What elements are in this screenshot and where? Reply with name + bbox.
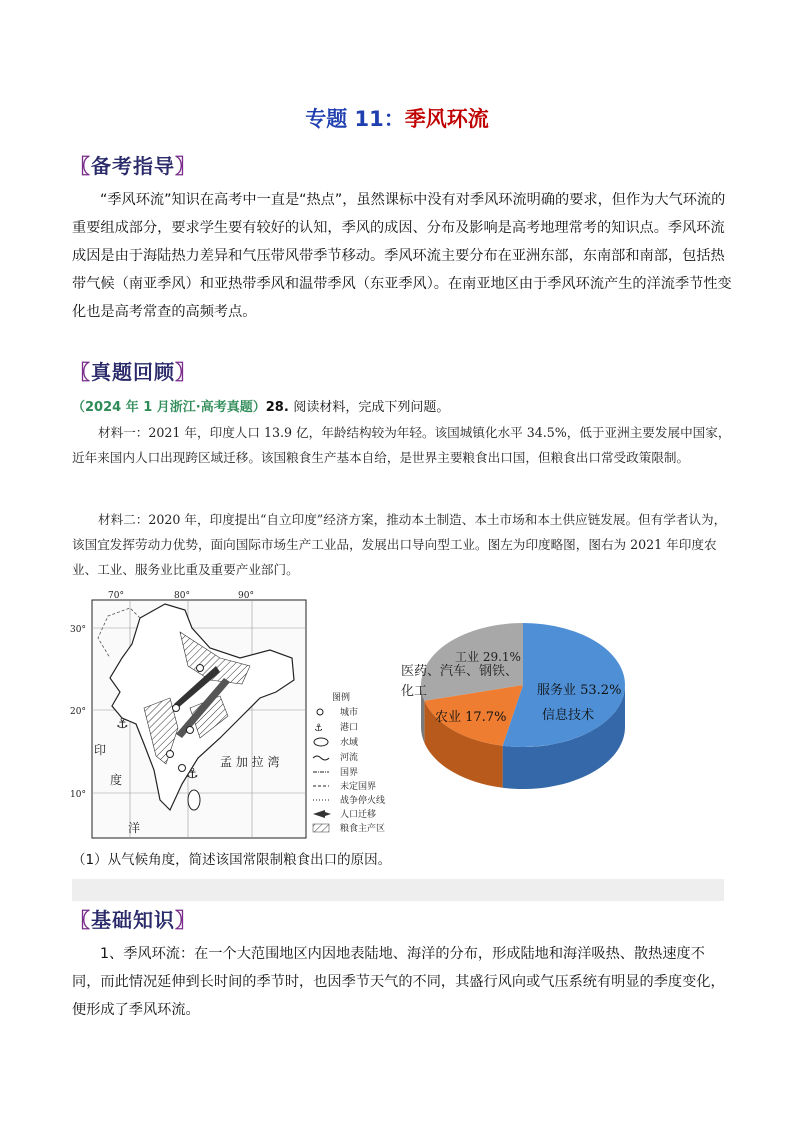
svg-text:河流: 河流 (340, 753, 359, 763)
svg-text:70°: 70° (108, 591, 124, 601)
svg-text:孟 加 拉 湾: 孟 加 拉 湾 (220, 755, 280, 769)
svg-text:粮食主产区: 粮食主产区 (340, 824, 386, 834)
city-marker (179, 765, 186, 772)
city-marker (167, 751, 174, 758)
svg-text:⚓: ⚓ (314, 723, 323, 734)
label-industry-sub1: 医药、汽车、钢铁、 (401, 664, 519, 679)
svg-text:30°: 30° (70, 625, 86, 635)
question-source: （2024 年 1 月浙江·高考真题）28. 阅读材料，完成下列问题。 (72, 400, 450, 415)
guide-paragraph: “季风环流”知识在高考中一直是“热点”，虽然课标中没有对季风环流明确的要求，但作为大气环流的重要组成部分，要求学生要有较好的认知，季风的成因、分布及影响是高考地理常考的知识点。季风环流成因是由于海陆热力差异和气压带风带季节移动。季风环流主要分布在亚洲东部，东南部和南部，包括热带气候（南亚季风）和亚热带季风和温带季风（东亚季风）。在南亚地区由于季风环流产生的洋流季节性变化也是高考常查的高频考点。 (72, 192, 732, 320)
label-agriculture: 农业 17.7% (435, 710, 507, 725)
section-heading-basics: 〖基础知识〗 (70, 908, 196, 932)
label-industry-sub2: 化工 (401, 684, 428, 699)
svg-text:人口迁移: 人口迁移 (340, 810, 377, 820)
svg-text:20°: 20° (70, 707, 86, 717)
answer-area[interactable] (72, 879, 724, 901)
svg-text:国界: 国界 (340, 768, 359, 778)
svg-text:洋: 洋 (128, 821, 141, 835)
city-marker (197, 665, 204, 672)
svg-text:印: 印 (94, 743, 107, 757)
basic-paragraph: 1、季风环流：在一个大范围地区内因地表陆地、海洋的分布，形成陆地和海洋吸热、散热速度不同，而此情况延伸到长时间的季节时，也因季节天气的不同，其盛行风向或气压系统有明显的季度变化，便形成了季风环流。 (72, 946, 725, 1018)
material-one: 材料一：2021 年，印度人口 13.9 亿，年龄结构较为年轻。该国城镇化水平 34.5%，低于亚洲主要发展中国家，近年来国内人口出现跨区域迁移。该国粮食生产基本自给，是世界主要粮食出口国，但粮食出口常受政策限制。 (72, 425, 731, 465)
page-title: 专题 11：季风环流 (305, 107, 489, 131)
city-marker (173, 705, 180, 712)
port-icon: ⚓ (186, 766, 199, 782)
svg-text:战争停火线: 战争停火线 (340, 796, 386, 806)
label-service-sub: 信息技术 (542, 708, 595, 723)
svg-text:城市: 城市 (340, 708, 359, 718)
svg-text:80°: 80° (174, 591, 190, 601)
industry-pie-chart (395, 610, 660, 810)
port-icon: ⚓ (116, 716, 129, 732)
svg-text:10°: 10° (70, 790, 86, 800)
svg-text:水域: 水域 (340, 738, 359, 748)
section-heading-guide: 〖备考指导〗 (70, 154, 196, 178)
svg-text:未定国界: 未定国界 (340, 782, 377, 792)
city-marker (187, 727, 194, 734)
section-heading-review: 〖真题回顾〗 (70, 360, 196, 384)
material-two: 材料二：2020 年，印度提出“自立印度”经济方案，推动本土制造、本土市场和本土供应链发展。但有学者认为，该国宜发挥劳动力优势，面向国际市场生产工业品，发展出口导向型工业。图左为印度略图，图右为 2021 年印度农业、工业、服务业比重及重要产业部门。 (72, 512, 727, 577)
india-map (70, 588, 400, 846)
svg-text:港口: 港口 (340, 723, 359, 733)
svg-text:90°: 90° (238, 591, 254, 601)
label-service: 服务业 53.2% (537, 683, 622, 698)
question-1: （1）从气候角度，简述该国常限制粮食出口的原因。 (72, 852, 392, 868)
svg-text:度: 度 (110, 773, 123, 787)
map-legend (313, 691, 385, 834)
svg-text:图例: 图例 (332, 693, 351, 703)
label-industry: 工业 29.1% (455, 650, 521, 664)
